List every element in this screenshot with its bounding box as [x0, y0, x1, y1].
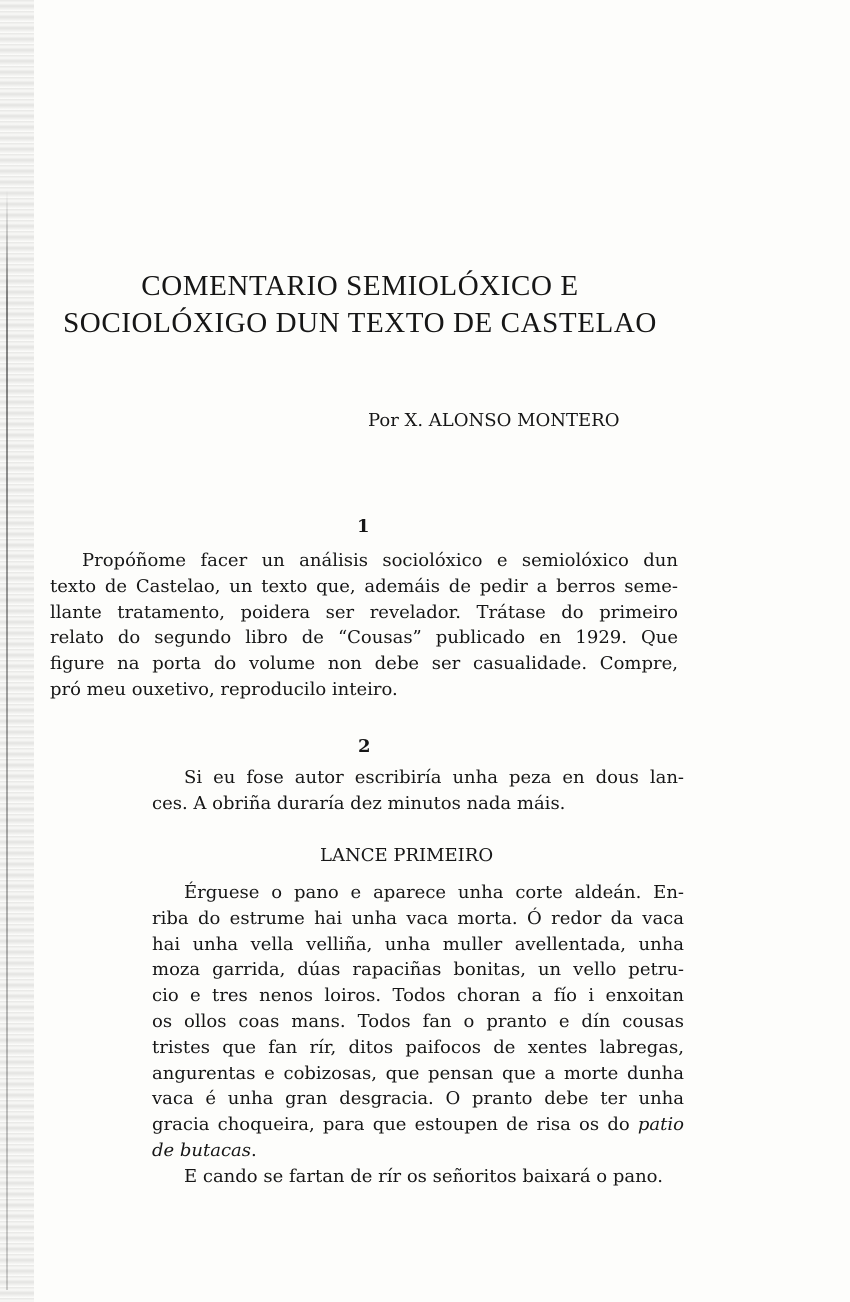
- text-line: cio e tres nenos loiros. Todos choran a fío i enxoitan: [152, 985, 684, 1007]
- text-line: Si eu fose autor escribiría unha peza en dous lan-: [184, 767, 684, 788]
- text-line: relato do segundo libro de “Cousas” publicado en 1929. Que: [50, 627, 678, 649]
- text-line: texto de Castelao, un texto que, ademáis de pedir a berros seme-: [50, 575, 678, 597]
- closing-line: E cando se fartan de rír os señoritos baixará o pano.: [184, 1165, 663, 1187]
- text-line: ces. A obriña duraría dez minutos nada máis.: [152, 792, 566, 814]
- lance-heading: LANCE PRIMEIRO: [320, 845, 494, 866]
- italic-term: patio: [637, 1114, 684, 1136]
- text-line: [152, 1112, 684, 1138]
- title-line-2: SOCIOLÓXIGO DUN TEXTO DE CASTELAO: [63, 307, 657, 339]
- text-line: pró meu ouxetivo, reproducilo inteiro.: [50, 678, 398, 700]
- text-line: os ollos coas mans. Todos fan o pranto e dín cousas: [152, 1010, 684, 1032]
- text-line: llante tratamento, poidera ser revelador. Trátase do primeiro: [50, 601, 678, 623]
- text-line: [152, 1138, 684, 1164]
- text-line: Propóñome facer un análisis sociolóxico e semiolóxico dun: [82, 550, 678, 571]
- text-line: riba do estrume hai unha vaca morta. Ó redor da vaca: [152, 907, 684, 929]
- scan-edge-line: [6, 190, 8, 1290]
- text-line: Érguese o pano e aparece unha corte aldeán. En-: [184, 882, 684, 903]
- lance-paragraph: [152, 880, 684, 1190]
- text-line: angurentas e cobizosas, que pensan que a morte dunha: [152, 1062, 684, 1084]
- section-2-paragraph: [152, 765, 684, 817]
- text-fragment: gracia choqueira, para que estoupen de risa os do: [152, 1114, 630, 1136]
- author-byline: Por X. ALONSO MONTERO: [368, 410, 620, 431]
- section-number-1: 1: [357, 516, 370, 537]
- text-line: moza garrida, dúas rapaciñas bonitas, un vello petru-: [152, 959, 684, 981]
- title-line-1: COMENTARIO SEMIOLÓXICO E: [141, 270, 579, 302]
- article-title: [40, 268, 680, 342]
- section-number-2: 2: [358, 736, 371, 757]
- text-fragment: .: [251, 1139, 257, 1161]
- italic-term: de butacas: [152, 1139, 252, 1161]
- text-line: tristes que fan rír, ditos paifocos de xentes labregas,: [152, 1036, 684, 1058]
- text-line: hai unha vella velliña, unha muller avellentada, unha: [152, 933, 684, 955]
- text-line: figure na porta do volume non debe ser casualidade. Compre,: [50, 653, 678, 675]
- text-line: vaca é unha gran desgracia. O pranto debe ter unha: [152, 1088, 684, 1110]
- section-1-paragraph: [50, 548, 678, 703]
